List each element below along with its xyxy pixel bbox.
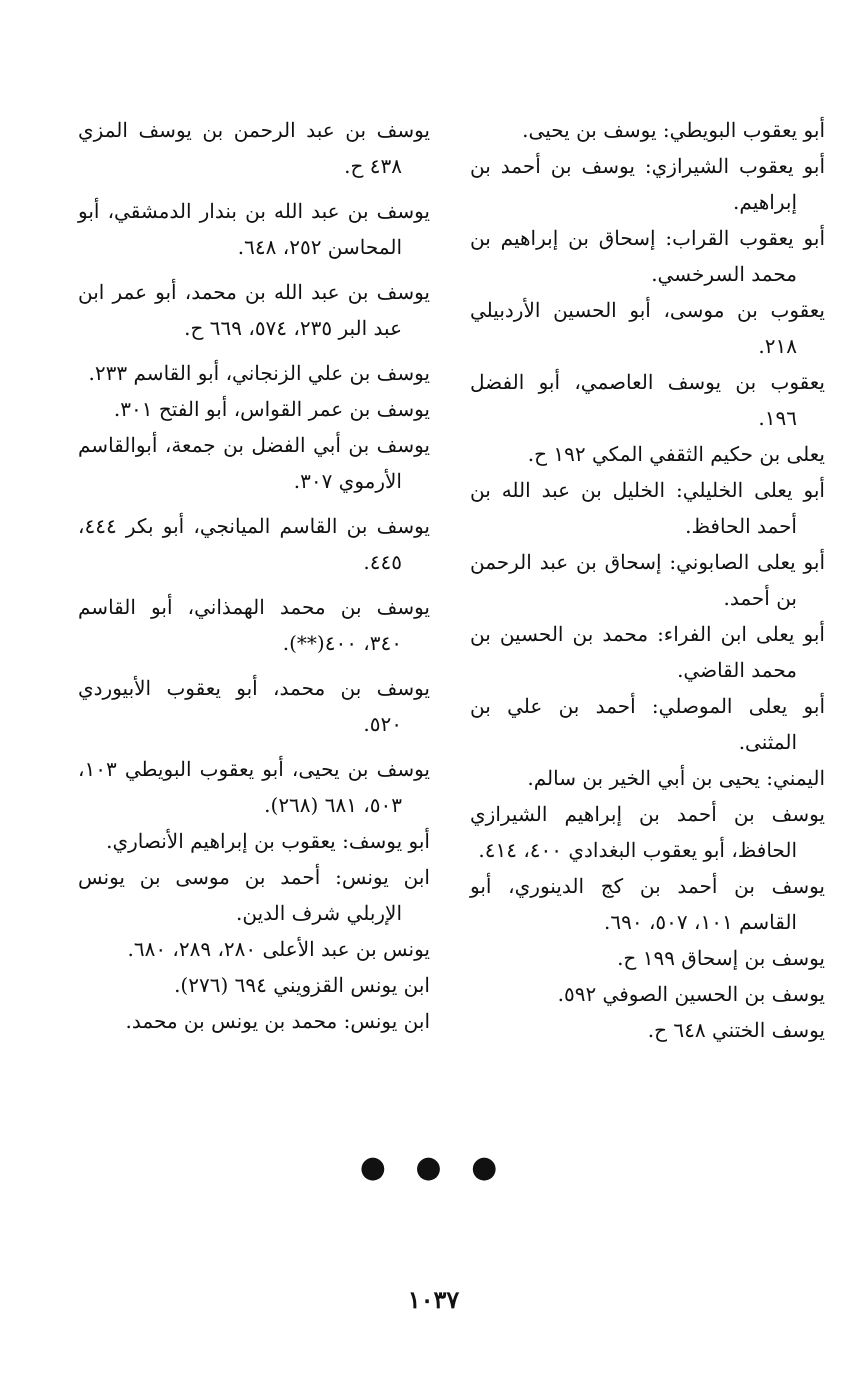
index-entry: يوسف بن محمد الهمذاني، أبو القاسم ٣٤٠، ٤٠٠(**). <box>78 595 430 655</box>
index-entry: يوسف بن إسحاق ١٩٩ ح. <box>617 946 825 970</box>
index-entry: يعقوب بن يوسف العاصمي، أبو الفضل ١٩٦. <box>470 370 825 430</box>
index-entry: يوسف بن يحيى، أبو يعقوب البويطي ١٠٣، ٥٠٣، ٦٨١ (٢٦٨). <box>78 757 430 817</box>
index-entry: يوسف بن عمر القواس، أبو الفتح ٣٠١. <box>113 397 430 421</box>
index-column-left <box>78 112 430 1039</box>
index-entry: يعلى بن حكيم الثقفي المكي ١٩٢ ح. <box>527 442 825 466</box>
index-column-right <box>470 112 825 1048</box>
page-number: ١٠٣٧ <box>407 1285 460 1314</box>
index-entry: يوسف بن أحمد بن كج الدينوري، أبو القاسم ١٠١، ٥٠٧، ٦٩٠. <box>470 874 825 934</box>
index-entry: ابن يونس القزويني ٦٩٤ (٢٧٦). <box>174 973 430 997</box>
index-entry: يوسف بن أبي الفضل بن جمعة، أبوالقاسم الأرموي ٣٠٧. <box>78 433 430 493</box>
index-entry: أبو يعلى ابن الفراء: محمد بن الحسين بن محمد القاضي. <box>470 622 825 682</box>
index-entry: أبو يعقوب الشيرازي: يوسف بن أحمد بن إبراهيم. <box>470 154 825 214</box>
index-entry: يوسف بن عبد الرحمن بن يوسف المزي ٤٣٨ ح. <box>78 118 430 178</box>
index-entry: ابن يونس: أحمد بن موسى بن يونس الإربلي شرف الدين. <box>78 865 430 925</box>
index-entry: أبو يعقوب القراب: إسحاق بن إبراهيم بن محمد السرخسي. <box>470 226 825 286</box>
index-entry: يوسف بن القاسم الميانجي، أبو بكر ٤٤٤، ٤٤٥. <box>78 514 430 574</box>
index-entry: يوسف بن أحمد بن إبراهيم الشيرازي الحافظ، أبو يعقوب البغدادي ٤٠٠، ٤١٤. <box>470 802 825 862</box>
index-entry: أبو يعلى الموصلي: أحمد بن علي بن المثنى. <box>470 694 825 754</box>
index-entry: يوسف الختني ٦٤٨ ح. <box>647 1018 825 1042</box>
index-entry: اليمني: يحيى بن أبي الخير بن سالم. <box>527 766 825 790</box>
index-entry: يوسف بن الحسين الصوفي ٥٩٢. <box>557 982 825 1006</box>
index-entry: يعقوب بن موسى، أبو الحسين الأردبيلي ٢١٨. <box>470 298 825 358</box>
index-entry: يوسف بن محمد، أبو يعقوب الأبيوردي ٥٢٠. <box>78 676 430 736</box>
index-entry: أبو يوسف: يعقوب بن إبراهيم الأنصاري. <box>106 829 430 853</box>
index-entry: يوسف بن علي الزنجاني، أبو القاسم ٢٣٣. <box>88 361 430 385</box>
section-end-ornament: ● ● ● <box>359 1150 508 1185</box>
index-entry: أبو يعلى الصابوني: إسحاق بن عبد الرحمن بن أحمد. <box>470 550 825 610</box>
index-entry: أبو يعلى الخليلي: الخليل بن عبد الله بن أحمد الحافظ. <box>470 478 825 538</box>
index-entry: أبو يعقوب البويطي: يوسف بن يحيى. <box>522 118 825 142</box>
index-entry: يوسف بن عبد الله بن محمد، أبو عمر ابن عبد البر ٢٣٥، ٥٧٤، ٦٦٩ ح. <box>78 280 430 340</box>
index-entry: يوسف بن عبد الله بن بندار الدمشقي، أبو المحاسن ٢٥٢، ٦٤٨. <box>78 199 430 259</box>
index-entry: يونس بن عبد الأعلى ٢٨٠، ٢٨٩، ٦٨٠. <box>127 937 430 961</box>
index-entry: ابن يونس: محمد بن يونس بن محمد. <box>125 1009 430 1033</box>
